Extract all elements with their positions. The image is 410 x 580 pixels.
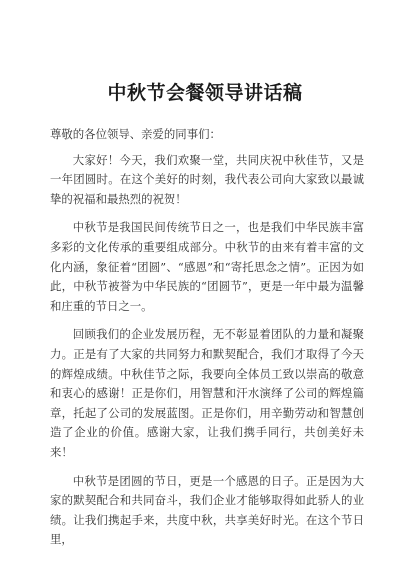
document-title: 中秋节会餐领导讲话稿	[107, 82, 303, 104]
paragraph-gratitude: 中秋节是团圆的节日，更是一个感恩的日子。正是因为大家的默契配合和共同奋斗，我们企业才能够取得如此骄人的业绩。让我们携起手来，共度中秋，共享美好时光。在这个节日里，	[50, 473, 364, 547]
salutation: 尊敬的各位领导、亲爱的同事们：	[50, 127, 221, 141]
speech-body	[50, 125, 364, 550]
paragraph-festival-meaning: 中秋节是我国民间传统节日之一，也是我们中华民族丰富多彩的文化传承的重要组成部分。中秋节的由来有着丰富的文化内涵，象征着“团圆”、“感恩”和“寄托思念之情”。正因为如此，中秋节被誉为中华民族的“团圆节”，更是一年中最为温馨和庄重的节日之一。	[50, 220, 364, 313]
paragraph-company-thanks: 回顾我们的企业发展历程，无不彰显着团队的力量和凝聚力。正是有了大家的共同努力和默契配合，我们才取得了今天的辉煌成绩。中秋佳节之际，我要向全体员工致以崇高的敬意和衷心的感谢！正是你们，用智慧和汗水演绎了公司的辉煌篇章，托起了公司的发展蓝图。正是你们，用辛勤劳动和智慧创造了企业的价值。感谢大家，让我们携手同行，共创美好未来！	[50, 327, 364, 459]
paragraph-greeting: 大家好！今天，我们欢聚一堂，共同庆祝中秋佳节，又是一年团圆时。在这个美好的时刻，我代表公司向大家致以最诚挚的祝福和最热烈的祝贺！	[50, 152, 364, 206]
